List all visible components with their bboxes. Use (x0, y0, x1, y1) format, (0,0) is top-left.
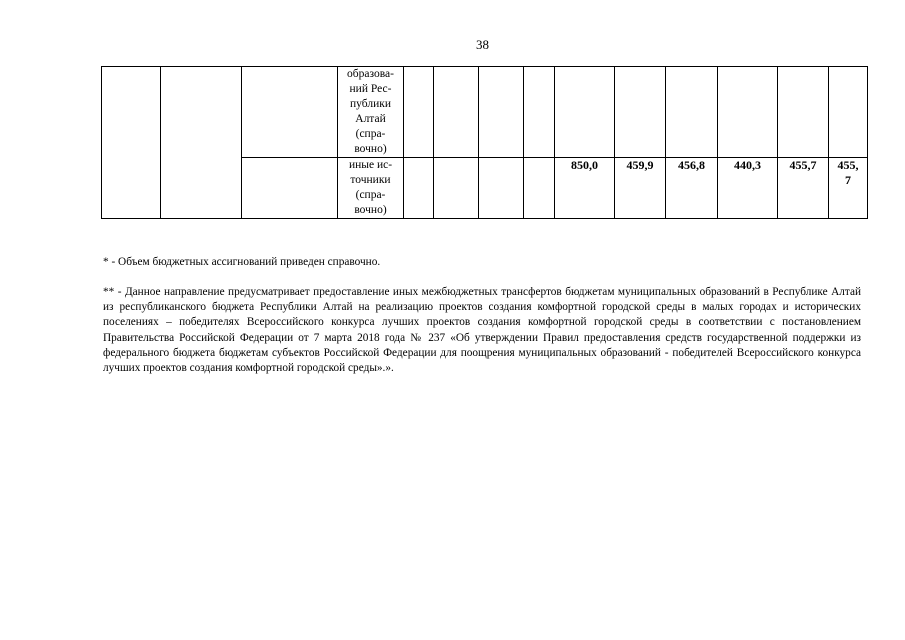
table-cell-value: 440,3 (718, 158, 778, 219)
row1-description: образова- ний Рес- публики Алтай (спра- вочно) (347, 68, 394, 155)
table-cell-empty (524, 158, 555, 219)
table-cell-empty (666, 67, 718, 158)
table-cell-empty (479, 158, 524, 219)
table-cell-value: 850,0 (555, 158, 615, 219)
footnote-single-asterisk: * - Объем бюджетных ассигнований приведен справочно. (103, 256, 381, 268)
table-cell-empty (479, 67, 524, 158)
table-cell-empty (242, 158, 338, 219)
table-cell-empty (778, 67, 829, 158)
table-cell-empty (404, 67, 434, 158)
budget-table (101, 66, 868, 219)
table-cell-empty (161, 67, 242, 219)
table-cell-empty (718, 67, 778, 158)
table-cell-description (338, 158, 404, 219)
table-cell-empty (555, 67, 615, 158)
table-cell-empty (615, 67, 666, 158)
table-row (102, 67, 868, 158)
table-cell-empty (524, 67, 555, 158)
table-cell-value: 455,7 (778, 158, 829, 219)
table-cell-value (829, 158, 868, 219)
table-cell-empty (829, 67, 868, 158)
page-number: 38 (476, 37, 489, 52)
last-value: 455, 7 (837, 158, 859, 187)
table-cell-description (338, 67, 404, 158)
table-cell-empty (102, 67, 161, 219)
row2-description: иные ис- точники (спра- вочно) (348, 159, 393, 216)
table-cell-empty (404, 158, 434, 219)
table-cell-empty (434, 67, 479, 158)
table-cell-value: 459,9 (615, 158, 666, 219)
table-cell-empty (434, 158, 479, 219)
table-cell-empty (242, 67, 338, 158)
table-cell-value: 456,8 (666, 158, 718, 219)
footnote-double-asterisk: ** - Данное направление предусматривает предоставление иных межбюджетных трансфертов бюджетам муниципальных образований в Республике Алтай из республиканского бюджета Республики Алтай на реализацию проектов создания комфортной городской среды в малых городах и исторических поселениях – победителях Всероссийского конкурса лучших проектов создания комфортной городской среды в соответствии с постановлением Правительства Российской Федерации от 7 марта 2018 года № 237 «Об утверждении Правил предоставления средств государственной поддержки из федерального бюджета бюджетам субъектов Российской Федерации для поощрения муниципальных образований - победителей Всероссийского конкурса лучших проектов создания комфортной городской среды».». (103, 286, 861, 375)
